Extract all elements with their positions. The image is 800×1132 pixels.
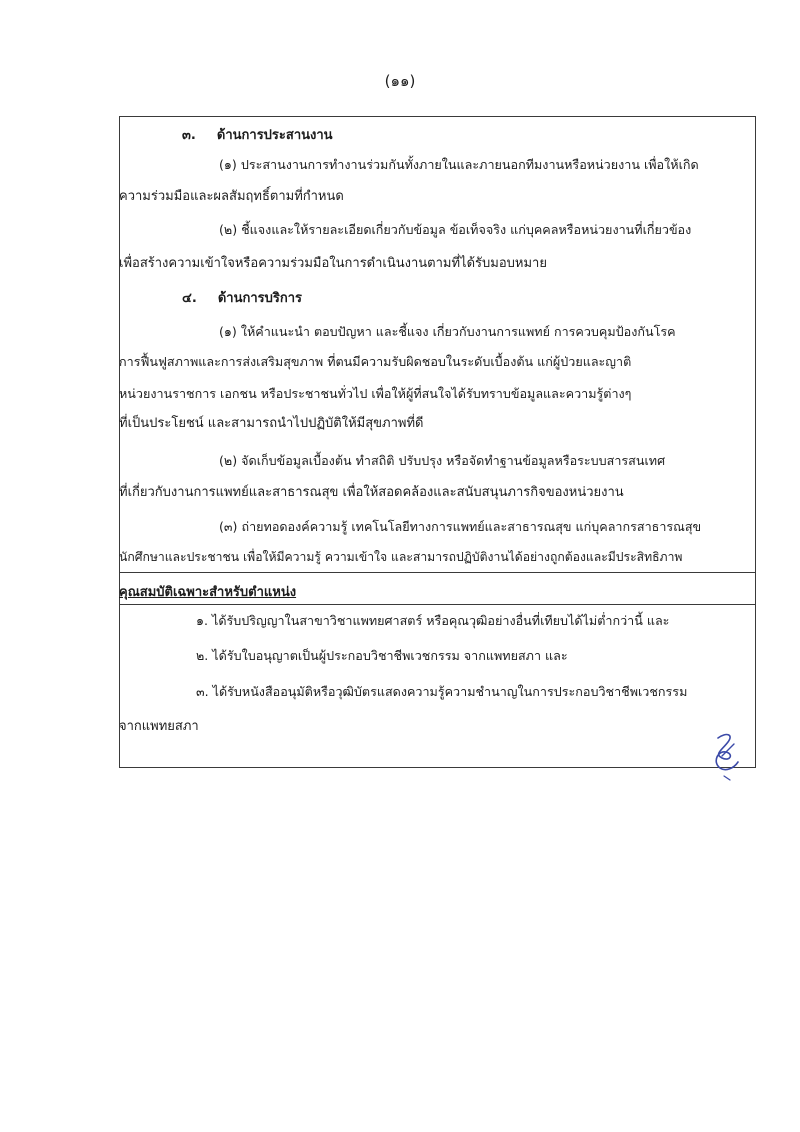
service-item1-line4: ที่เป็นประโยชน์ และสามารถนำไปปฏิบัติให้มีสุขภาพที่ดี (119, 416, 424, 431)
coordination-number: ๓. (182, 128, 196, 143)
coordination-heading (182, 127, 333, 145)
signature-mark (704, 728, 748, 786)
qualification-title-divider (119, 604, 756, 605)
service-item3-line1: (๓) ถ่ายทอดองค์ความรู้ เทคโนโลยีทางการแพทย์และสาธารณสุข แก่บุคลากรสาธารณสุข (219, 519, 702, 534)
document-frame (119, 116, 756, 768)
coordination-item1-line2: ความร่วมมือและผลสัมฤทธิ์ตามที่กำหนด (119, 189, 344, 204)
service-item1-line3: หน่วยงานราชการ เอกชน หรือประชาชนทั่วไป เพื่อให้ผู้ที่สนใจได้รับทราบข้อมูลและความรู้ต่างๆ (119, 386, 632, 401)
qualification-2: ๒. ได้รับใบอนุญาตเป็นผู้ประกอบวิชาชีพเวชกรรม จากแพทยสภา และ (196, 648, 568, 663)
coordination-item2-line2: เพื่อสร้างความเข้าใจหรือความร่วมมือในการดำเนินงานตามที่ได้รับมอบหมาย (119, 256, 547, 271)
service-item1-line1: (๑) ให้คำแนะนำ ตอบปัญหา และชี้แจง เกี่ยวกับงานการแพทย์ การควบคุมป้องกันโรค (219, 324, 676, 339)
qualification-3-line2: จากแพทยสภา (119, 719, 199, 734)
qualifications-title: คุณสมบัติเฉพาะสำหรับตำแหน่ง (119, 585, 297, 600)
service-heading (182, 290, 302, 308)
qualification-3-line1: ๓. ได้รับหนังสืออนุมัติหรือวุฒิบัตรแสดงความรู้ความชำนาญในการประกอบวิชาชีพเวชกรรม (196, 684, 688, 699)
service-item1-line2: การฟื้นฟูสภาพและการส่งเสริมสุขภาพ ที่ตนมีความรับผิดชอบในระดับเบื้องต้น แก่ผู้ป่วยและญาติ (119, 354, 632, 369)
qualification-1: ๑. ได้รับปริญญาในสาขาวิชาแพทยศาสตร์ หรือคุณวุฒิอย่างอื่นที่เทียบได้ไม่ต่ำกว่านี้ และ (196, 613, 670, 628)
section-divider (119, 572, 756, 573)
service-item3-line2: นักศึกษาและประชาชน เพื่อให้มีความรู้ ความเข้าใจ และสามารถปฏิบัติงานได้อย่างถูกต้องและมีประสิทธิภาพ (119, 550, 683, 564)
service-number: ๔. (182, 291, 197, 306)
service-item2-line2: ที่เกี่ยวกับงานการแพทย์และสาธารณสุข เพื่อให้สอดคล้องและสนับสนุนภารกิจของหน่วยงาน (119, 485, 624, 500)
service-title: ด้านการบริการ (217, 291, 303, 306)
coordination-title: ด้านการประสานงาน (216, 128, 333, 143)
coordination-item1-line1: (๑) ประสานงานการทำงานร่วมกันทั้งภายในและภายนอกทีมงานหรือหน่วยงาน เพื่อให้เกิด (219, 157, 699, 172)
coordination-item2-line1: (๒) ชี้แจงและให้รายละเอียดเกี่ยวกับข้อมูล ข้อเท็จจริง แก่บุคคลหรือหน่วยงานที่เกี่ยวข้อง (219, 222, 692, 237)
service-item2-line1: (๒) จัดเก็บข้อมูลเบื้องต้น ทำสถิติ ปรับปรุง หรือจัดทำฐานข้อมูลหรือระบบสารสนเทศ (219, 453, 666, 468)
page-number: (๑๑) (384, 72, 416, 90)
